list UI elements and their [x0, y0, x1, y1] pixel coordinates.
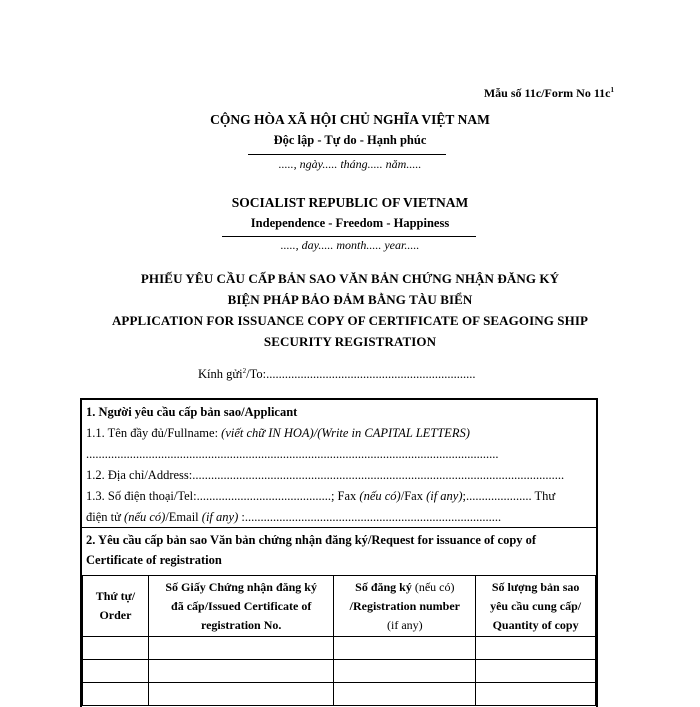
- phone-line: 1.3. Số điện thoại/Tel:...........................................; Fax (nếu có)/Fax (if any);..................... Thư: [86, 489, 556, 503]
- dateline-vn: ....., ngày..... tháng..... năm.....: [278, 157, 422, 171]
- table-cell[interactable]: [476, 637, 596, 660]
- motto-en: Independence - Freedom - Happiness: [250, 216, 450, 230]
- table-row: [83, 637, 596, 660]
- form-number: Mẫu số 11c/Form No $11c^1$: [483, 86, 614, 100]
- table-row: [83, 683, 596, 706]
- address-line: 1.2. Địa chỉ/Address:.......................................................................................................................: [86, 468, 565, 482]
- heading-line-2: BIỆN PHÁP BẢO ĐẢM BẰNG TÀU BIỂN: [227, 292, 473, 307]
- request-table-header: [83, 576, 596, 637]
- motto-en-underline: [222, 236, 476, 237]
- table-cell[interactable]: [334, 660, 476, 683]
- fullname-line: 1.1. Tên đầy đủ/Fullname: (viết chữ IN HOA)/(Write in CAPITAL LETTERS): [86, 426, 470, 440]
- table-row: [83, 660, 596, 683]
- motto-vn: Độc lập - Tự do - Hạnh phúc: [273, 133, 427, 147]
- table-cell[interactable]: [83, 660, 149, 683]
- recipient-line: Kính gửi$^2$/To:...................................................................: [198, 367, 476, 382]
- request-table: [82, 575, 596, 706]
- applicant-section-title: 1. Người yêu cầu cấp bản sao/Applicant: [86, 405, 298, 419]
- column-header-registration-number: Số đăng ký (nếu có) /Registration number (if any): [334, 576, 476, 637]
- table-cell[interactable]: [334, 683, 476, 706]
- column-header-certificate-no: Số Giấy Chứng nhận đăng ký đã cấp/Issued Certificate of registration No.: [148, 576, 334, 637]
- heading-line-4: SECURITY REGISTRATION: [263, 334, 437, 349]
- table-cell[interactable]: [476, 683, 596, 706]
- request-section: [80, 527, 598, 707]
- request-section-title-line-2: Certificate of registration: [86, 553, 222, 567]
- country-name-vn: CỘNG HÒA XÃ HỘI CHỦ NGHĨA VIỆT NAM: [210, 112, 490, 127]
- column-header-order: Thứ tự/ Order: [83, 576, 149, 637]
- applicant-section: [80, 398, 598, 528]
- table-cell[interactable]: [148, 637, 334, 660]
- request-section-title-line-1: 2. Yêu cầu cấp bản sao Văn bản chứng nhận đăng ký/Request for issuance of copy of: [86, 533, 537, 547]
- country-name-en: SOCIALIST REPUBLIC OF VIETNAM: [231, 195, 469, 210]
- dateline-en: ....., day..... month..... year.....: [280, 238, 420, 252]
- table-cell[interactable]: [476, 660, 596, 683]
- table-cell[interactable]: [148, 660, 334, 683]
- column-header-quantity: Số lượng bản sao yêu cầu cung cấp/ Quantity of copy: [476, 576, 596, 637]
- motto-vn-underline: [248, 154, 446, 155]
- table-cell[interactable]: [83, 683, 149, 706]
- table-cell[interactable]: [148, 683, 334, 706]
- email-line: điện tử (nếu có)/Email (if any) :..................................................................................: [86, 510, 502, 524]
- table-cell[interactable]: [83, 637, 149, 660]
- heading-line-1: PHIẾU YÊU CẦU CẤP BẢN SAO VĂN BẢN CHỨNG NHẬN ĐĂNG KÝ: [140, 271, 560, 286]
- heading-line-3: APPLICATION FOR ISSUANCE COPY OF CERTIFICATE OF SEAGOING SHIP: [111, 313, 589, 328]
- fullname-dots: ....................................................................................................................................: [86, 447, 499, 461]
- table-cell[interactable]: [334, 637, 476, 660]
